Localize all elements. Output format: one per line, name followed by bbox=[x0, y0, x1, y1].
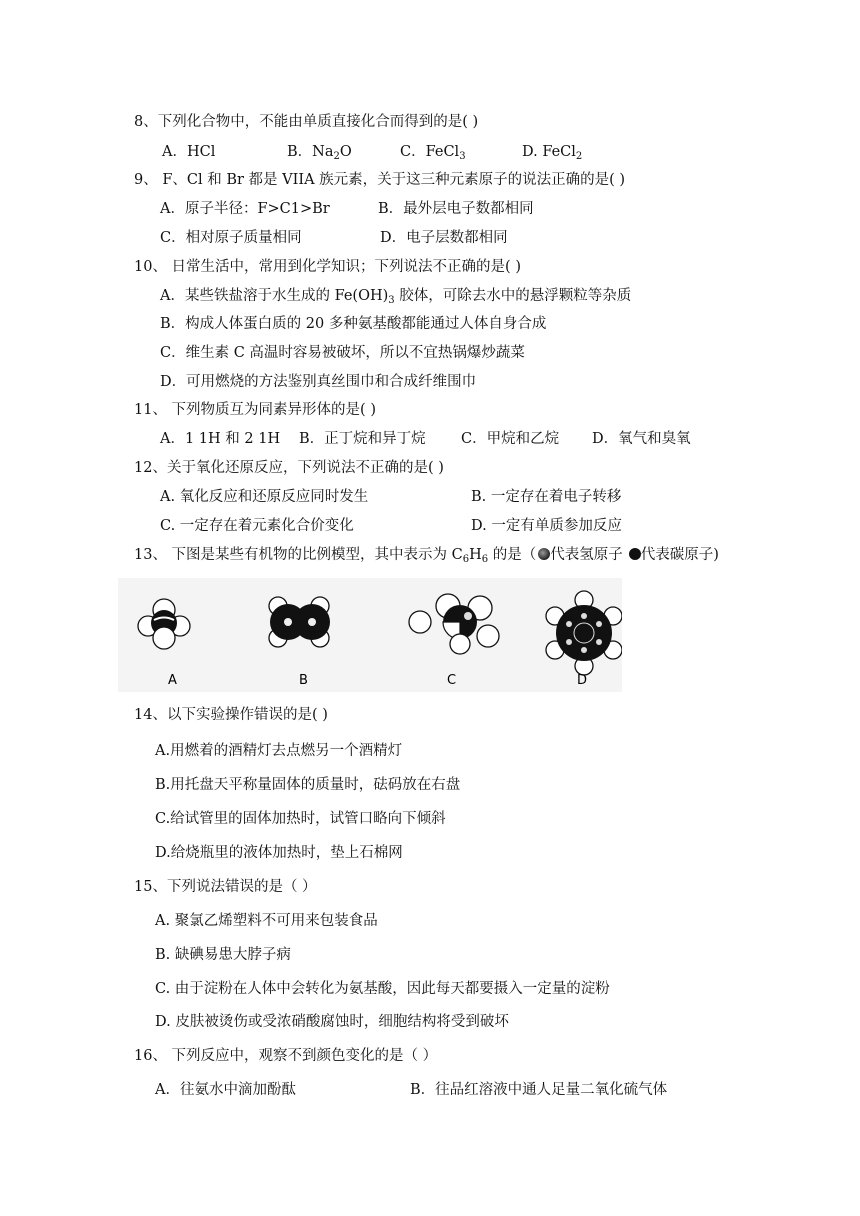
model-label-a: A bbox=[168, 673, 177, 688]
q8-option-b: B．$Na_2O$ bbox=[287, 144, 352, 162]
q11-stem: 11、 下列物质互为同素异形体的是( ) bbox=[134, 402, 376, 418]
q15-option-c: C. 由于淀粉在人体中会转化为氨基酸，因此每天都要摄入一定量的淀粉 bbox=[155, 981, 610, 997]
q10-option-c: C．维生素 C 高温时容易被破坏，所以不宜热锅爆炒蔬菜 bbox=[160, 345, 525, 361]
q14-option-c: C.给试管里的固体加热时，试管口略向下倾斜 bbox=[155, 811, 446, 827]
q15-option-d: D. 皮肤被烫伤或受浓硝酸腐蚀时，细胞结构将受到破坏 bbox=[155, 1014, 509, 1030]
q14-stem: 14、以下实验操作错误的是( ) bbox=[134, 707, 328, 723]
q15-option-a: A. 聚氯乙烯塑料不可用来包装食品 bbox=[155, 913, 378, 929]
carbon-atom-key-icon bbox=[629, 548, 641, 560]
q14-option-d: D.给烧瓶里的液体加热时，垫上石棉网 bbox=[155, 845, 403, 861]
molecule-models-svg bbox=[118, 578, 622, 692]
q12-option-d: D. 一定有单质参加反应 bbox=[471, 518, 622, 534]
model-label-b: B bbox=[299, 673, 308, 688]
q15-stem: 15、下列说法错误的是（ ） bbox=[134, 879, 317, 895]
q8-option-d: D. FeCl$_2$ bbox=[522, 144, 583, 162]
q13-stem: 13、 下图是某些有机物的比例模型，其中表示为 $C_6H_6$ 的是（ 代表氢原子 代表碳原子) bbox=[134, 547, 719, 565]
q8-option-c: C．FeCl$_3$ bbox=[400, 144, 466, 162]
q9-option-d: D．电子层数都相同 bbox=[380, 230, 508, 246]
q8-option-a: A．HCl bbox=[162, 144, 216, 160]
molecule-models-figure bbox=[118, 578, 622, 692]
q14-option-b: B.用托盘天平称量固体的质量时，砝码放在右盘 bbox=[155, 777, 461, 793]
q11-option-c: C．甲烷和乙烷 bbox=[461, 431, 560, 447]
q11-option-b: B．正丁烷和异丁烷 bbox=[299, 431, 426, 447]
q12-option-a: A. 氧化反应和还原反应同时发生 bbox=[160, 489, 369, 505]
q9-option-b: B．最外层电子数都相同 bbox=[378, 201, 534, 217]
q10-option-d: D．可用燃烧的方法鉴别真丝围巾和合成纤维围巾 bbox=[160, 374, 477, 390]
q10-option-a: A．某些铁盐溶于水生成的 $Fe(OH)_3$ 胶体，可除去水中的悬浮颗粒等杂质 bbox=[160, 288, 632, 306]
q10-stem: 10、 日常生活中，常用到化学知识；下列说法不正确的是( ) bbox=[134, 259, 521, 275]
model-label-d: D bbox=[577, 673, 588, 688]
hydrogen-atom-key-icon bbox=[538, 548, 550, 560]
q16-option-a: A．往氨水中滴加酚酞 bbox=[155, 1082, 296, 1098]
q9-option-a: A．原子半径：F>C1>Br bbox=[160, 201, 330, 217]
q14-option-a: A.用燃着的酒精灯去点燃另一个酒精灯 bbox=[155, 743, 403, 759]
model-label-c: C bbox=[447, 673, 457, 688]
q8-stem: 8、下列化合物中，不能由单质直接化合而得到的是( ) bbox=[134, 114, 479, 130]
q12-option-c: C. 一定存在着元素化合价变化 bbox=[160, 518, 354, 534]
q15-option-b: B. 缺碘易患大脖子病 bbox=[155, 947, 291, 963]
q10-option-b: B．构成人体蛋白质的 20 多种氨基酸都能通过人体自身合成 bbox=[160, 316, 547, 332]
q9-option-c: C．相对原子质量相同 bbox=[160, 230, 302, 246]
q11-option-d: D．氧气和臭氧 bbox=[592, 431, 691, 447]
q9-stem: 9、 F、Cl 和 Br 都是 VIIA 族元素，关于这三种元素原子的说法正确的是( ) bbox=[134, 172, 626, 188]
q16-option-b: B．往品红溶液中通人足量二氧化硫气体 bbox=[410, 1082, 668, 1098]
q16-stem: 16、 下列反应中，观察不到颜色变化的是（ ） bbox=[134, 1048, 438, 1064]
q11-option-a: A．1 1H 和 2 1H bbox=[160, 431, 281, 447]
q12-option-b: B. 一定存在着电子转移 bbox=[471, 489, 622, 505]
q12-stem: 12、关于氧化还原反应，下列说法不正确的是( ) bbox=[134, 460, 444, 476]
